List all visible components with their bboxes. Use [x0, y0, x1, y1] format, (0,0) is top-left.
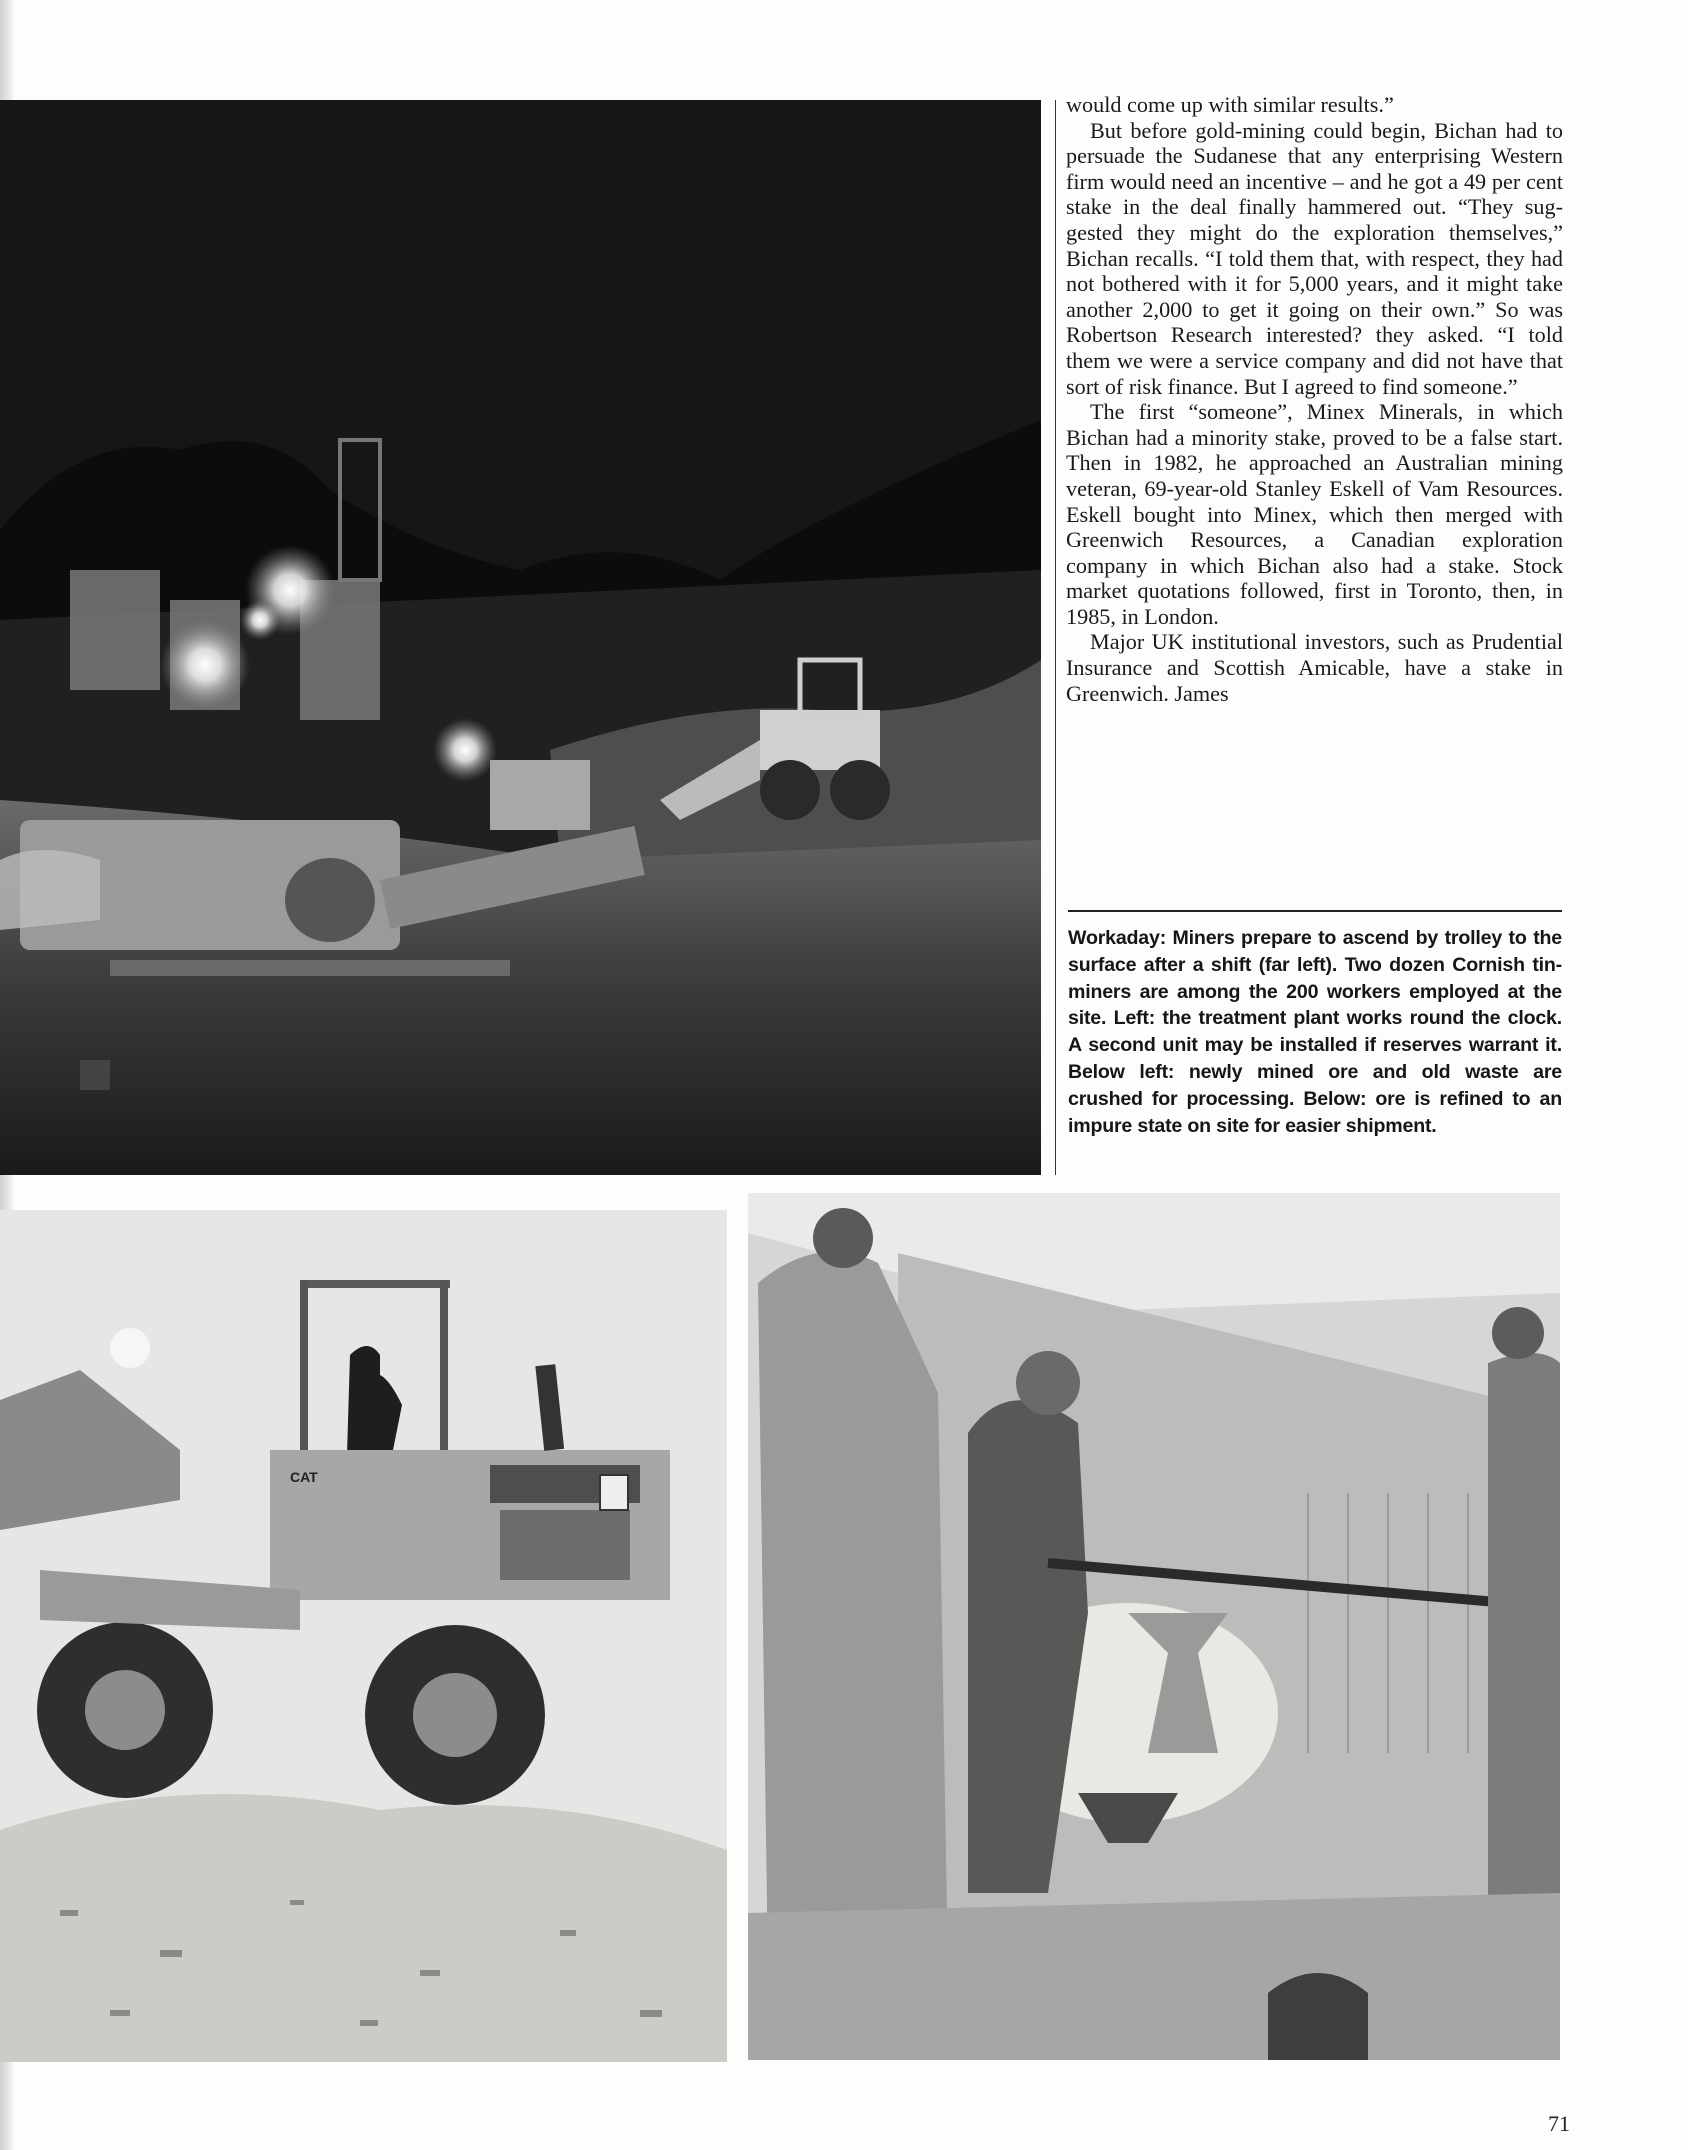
photo-ore-refining [748, 1193, 1560, 2060]
page-number: 71 [1548, 2111, 1570, 2136]
article-paragraph: Major UK institutional investors, such as Prudential Insurance and Scottish Amicable, have a stake in Greenwich. James [1066, 629, 1563, 706]
column-divider [1055, 100, 1056, 1175]
photo-caption: Workaday: Miners prepare to ascend by trolley to the surface after a shift (far left). Two dozen Cornish tin-miners are among the 200 workers employed at the site. Left: the treatment plant works round the clock. A second unit may be installed if reserves warrant it. Below left: newly mined ore and old waste are crushed for processing. Below: ore is refined to an impure state on site for easier shipment. [1068, 927, 1562, 1137]
article-paragraph: would come up with similar results.” [1066, 92, 1394, 117]
article-paragraph: The first “someone”, Minex Minerals, in which Bichan had a minority stake, proved to be a false start. Then in 1982, he approached an Australian mining veteran, 69-year-old Stanley Eskell of Vam Resources. Eskell bought into Minex, which then merged with Greenwich Resources, a Canadian exploration company in which Bichan also had a stake. Stock market quotations followed, first in Toronto, then, in 1985, in London. [1066, 399, 1563, 629]
cat-badge: CAT [290, 1469, 318, 1485]
refining-illustration [748, 1193, 1560, 2060]
article-paragraph: But before gold-mining could begin, Bichan had to persuade the Sudanese that any enterprising Western firm would need an incentive – and he got a 49 per cent stake in the deal finally hammered out. “They suggested they might do the exploration themselves,” Bichan recalls. “I told them that, with respect, they had not bothered with it for 5,000 years, and it might take another 2,000 to get it going on their own.” So was Robertson Research interested? they asked. “I told them we were a service company and did not have that sort of risk finance. But I agreed to find someone.” [1066, 117, 1563, 399]
photo-treatment-plant-night [0, 100, 1041, 1175]
photo-loader-crushing-ore [0, 1210, 727, 2062]
night-plant-illustration [0, 100, 1041, 1175]
sun [110, 1328, 150, 1368]
caption-divider [1068, 910, 1562, 912]
article-body [1066, 92, 1563, 706]
loader-illustration [0, 1210, 727, 2062]
worker-left [758, 1252, 948, 1973]
